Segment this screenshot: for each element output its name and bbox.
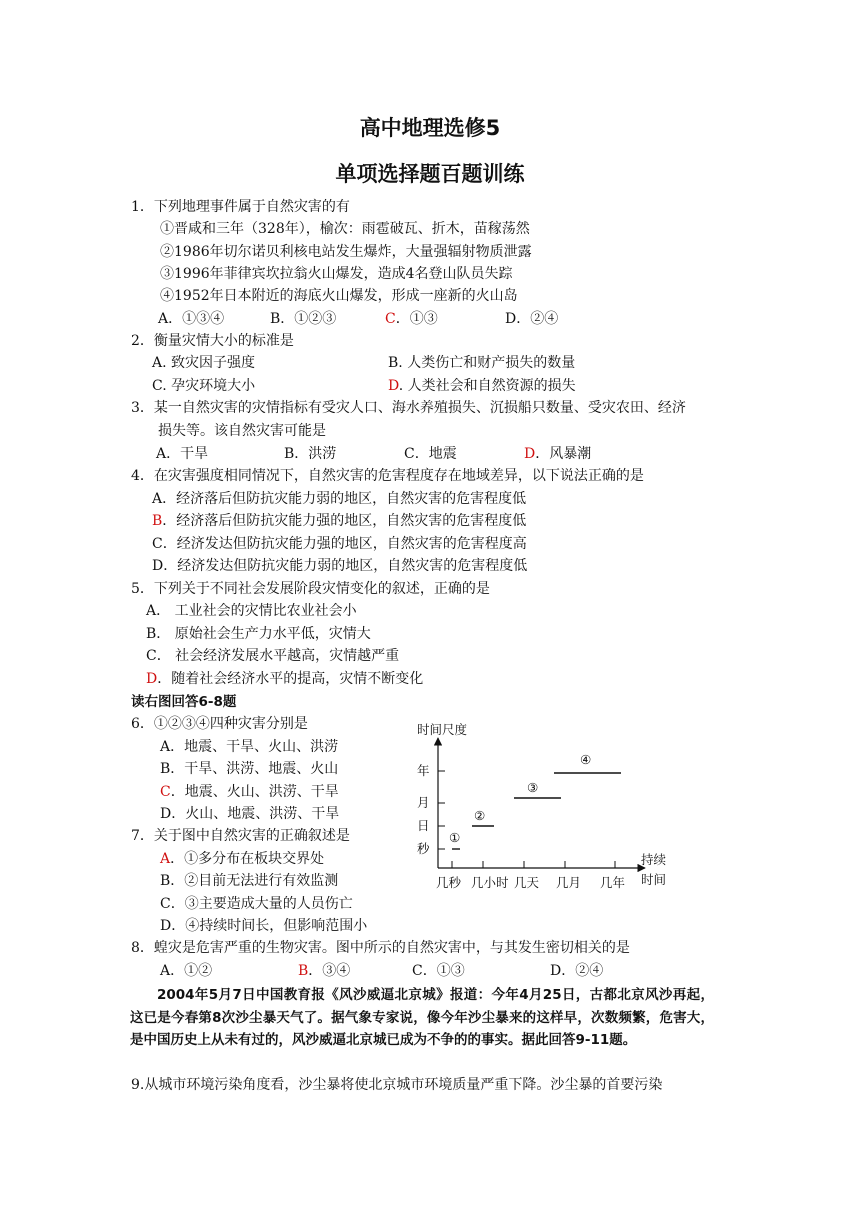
x-tick-label: 几年: [600, 875, 626, 890]
question-4-option-d: D．经济发达但防抗灾能力弱的地区，自然灾害的危害程度低: [152, 558, 528, 574]
question-1-item: ①晋咸和三年（328年），榆次：雨雹破瓦、折木，苗稼荡然: [160, 221, 530, 237]
question-4-stem: 4．在灾害强度相同情况下，自然灾害的危害程度存在地域差异，以下说法正确的是: [131, 468, 644, 484]
answer-mark: C: [160, 784, 171, 800]
marker-1: ①: [449, 830, 461, 845]
y-tick-label: 月: [417, 795, 430, 810]
question-2-option-a: A. 致灾因子强度: [152, 355, 256, 371]
question-9-stem: 9.从城市环境污染角度看，沙尘暴将使北京城市环境质量严重下降。沙尘暴的首要污染: [131, 1077, 663, 1093]
question-8-option-d: D．②④: [550, 963, 604, 979]
question-7-stem: 7．关于图中自然灾害的正确叙述是: [131, 828, 350, 844]
question-2-option-b: B. 人类伤亡和财产损失的数量: [388, 355, 576, 371]
question-1-option-b: B．①②③: [270, 311, 337, 327]
question-1-item: ②1986年切尔诺贝利核电站发生爆炸，大量强辐射物质泄露: [160, 244, 532, 260]
answer-mark: B: [152, 513, 163, 529]
marker-4: ④: [580, 752, 592, 767]
question-2-option-c: C. 孕灾环境大小: [152, 378, 256, 394]
question-5-option-d: D．随着社会经济水平的提高，灾情不断变化: [146, 671, 424, 687]
question-5-stem: 5．下列关于不同社会发展阶段灾情变化的叙述，正确的是: [131, 581, 490, 597]
y-tick-label: 秒: [417, 841, 430, 856]
question-2-stem: 2．衡量灾情大小的标准是: [131, 333, 294, 349]
answer-mark: A: [160, 851, 171, 867]
question-5-option-c: C． 社会经济发展水平越高，灾情越严重: [146, 648, 400, 664]
x-tick-label: 几秒: [436, 875, 462, 890]
question-5-option-a: A． 工业社会的灾情比农业社会小: [146, 603, 357, 619]
question-6-option-c: C．地震、火山、洪涝、干旱: [160, 784, 339, 800]
x-axis-title: 时间: [641, 872, 667, 887]
answer-mark: C: [385, 311, 396, 327]
document-subtitle: 单项选择题百题训练: [335, 162, 525, 186]
question-2-option-d: D. 人类社会和自然资源的损失: [388, 378, 576, 394]
question-7-option-b: B．②目前无法进行有效监测: [160, 873, 339, 889]
question-3-option-d: D．风暴潮: [524, 446, 592, 462]
question-3-option-b: B．洪涝: [284, 446, 337, 462]
document-title: 高中地理选修5: [359, 116, 501, 140]
question-8-option-c: C．①③: [412, 963, 465, 979]
question-4-option-a: A．经济落后但防抗灾能力弱的地区，自然灾害的危害程度低: [152, 491, 527, 507]
question-1-item: ③1996年菲律宾坎拉翁火山爆发，造成4名登山队员失踪: [160, 266, 513, 282]
question-5-option-b: B． 原始社会生产力水平低，灾情大: [146, 626, 371, 642]
question-1-option-c: C．①③: [385, 311, 438, 327]
question-7-option-d: D．④持续时间长，但影响范围小: [160, 918, 368, 934]
question-3-option-c: C．地震: [404, 446, 457, 462]
y-tick-label: 日: [417, 818, 430, 833]
answer-mark: D: [524, 446, 536, 462]
question-6-stem: 6．①②③④四种灾害分别是: [131, 716, 308, 732]
answer-mark: B: [298, 963, 309, 979]
marker-3: ③: [527, 780, 539, 795]
answer-mark: D: [146, 671, 158, 687]
question-1-option-a: A．①③④: [158, 311, 225, 327]
y-tick-label: 年: [417, 763, 430, 778]
x-tick-label: 几天: [514, 875, 540, 890]
question-1-option-d: D．②④: [505, 311, 559, 327]
question-3-stem-cont: 损失等。该自然灾害可能是: [158, 423, 326, 439]
question-3-stem: 3．某一自然灾害的灾情指标有受灾人口、海水养殖损失、沉损船只数量、受灾农田、经济: [131, 400, 686, 416]
question-8-option-b: B．③④: [298, 963, 351, 979]
question-6-option-d: D．火山、地震、洪涝、干旱: [160, 806, 340, 822]
question-4-option-c: C．经济发达但防抗灾能力强的地区，自然灾害的危害程度高: [152, 536, 527, 552]
question-8-stem: 8．蝗灾是危害严重的生物灾害。图中所示的自然灾害中，与其发生密切相关的是: [131, 940, 630, 956]
x-tick-label: 几小时: [471, 875, 509, 890]
disaster-time-scale-diagram: [405, 716, 685, 896]
question-1-stem: 1．下列地理事件属于自然灾害的有: [131, 199, 350, 215]
question-4-option-b: B．经济落后但防抗灾能力强的地区，自然灾害的危害程度低: [152, 513, 527, 529]
question-1-item: ④1952年日本附近的海底火山爆发，形成一座新的火山岛: [160, 288, 518, 304]
reading-passage: 2004年5月7日中国教育报《风沙威逼北京城》报道：今年4月25日，古都北京风沙再起，这已是今春第8次沙尘暴天气了。据气象专家说，像今年沙尘暴来的这样早，次数频繁，危害大，是中国历史上从未有过的，风沙威逼北京城已成为不争的的事实。据此回答9-11题。: [130, 987, 714, 1048]
answer-mark: D: [388, 378, 399, 394]
x-axis-title: 持续: [641, 852, 667, 867]
question-7-option-c: C．③主要造成大量的人员伤亡: [160, 896, 353, 912]
question-3-option-a: A．干旱: [156, 446, 209, 462]
section-instruction: 读右图回答6-8题: [131, 694, 237, 710]
question-6-option-a: A．地震、干旱、火山、洪涝: [160, 739, 339, 755]
x-tick-label: 几月: [556, 875, 582, 890]
question-7-option-a: A．①多分布在板块交界处: [160, 851, 325, 867]
y-axis-title: 时间尺度: [417, 722, 468, 737]
question-6-option-b: B．干旱、洪涝、地震、火山: [160, 761, 339, 777]
question-8-option-a: A．①②: [160, 963, 213, 979]
marker-2: ②: [474, 808, 486, 823]
